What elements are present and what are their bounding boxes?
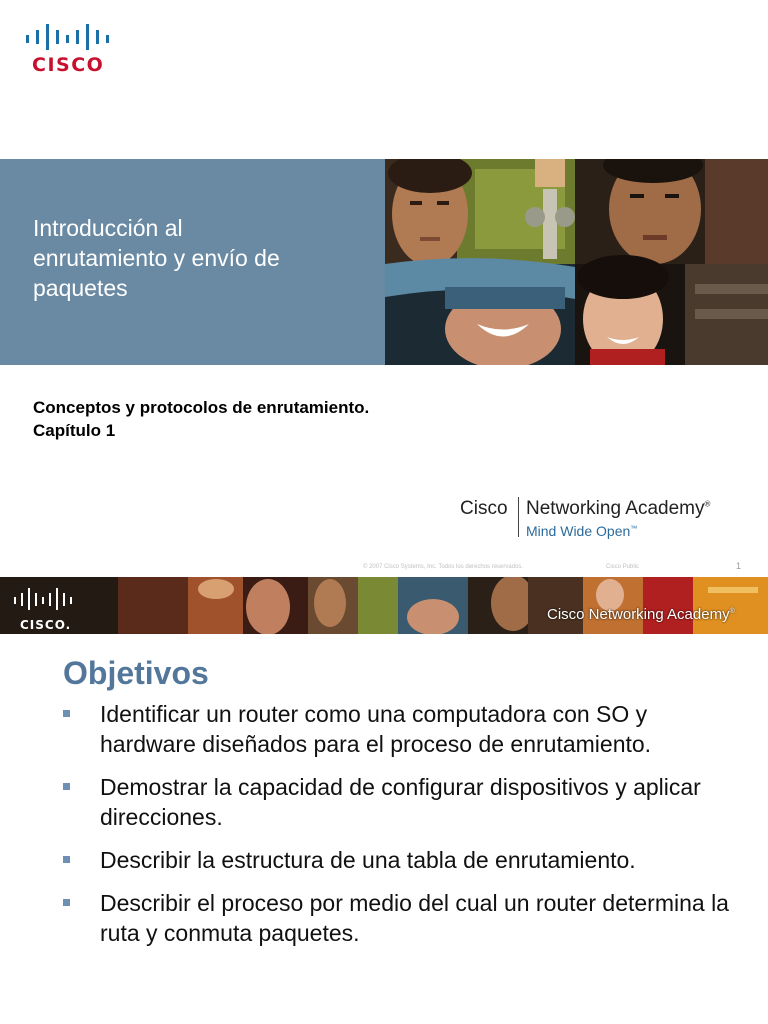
footer-classification: Cisco Public <box>606 564 640 570</box>
banner-academy-label: Cisco Networking Academy® <box>547 606 735 623</box>
footer-copyright: © 2007 Cisco Systems, Inc. Todos los derechos reservados. <box>363 564 524 570</box>
photo-man <box>575 159 768 264</box>
academy-name: Networking Academy® <box>526 498 711 519</box>
cisco-wordmark: CISCO <box>32 54 105 76</box>
chapter-subtitle <box>33 396 633 442</box>
banner-cisco-wordmark: CISCO. <box>20 618 72 632</box>
objectives-title: Objetivos <box>63 655 209 691</box>
banner-cisco-bars-icon <box>12 588 74 612</box>
bullet-square-icon <box>63 783 70 790</box>
slide-title: Introducción al enrutamiento y envío de paquetes <box>33 215 280 301</box>
objectives-slide <box>0 577 768 1024</box>
photo-young-man <box>385 159 575 266</box>
banner-cisco-logo <box>12 588 74 632</box>
chapter-label: Capítulo 1 <box>33 421 116 440</box>
objective-text: Describir la estructura de una tabla de enrutamiento. <box>100 847 636 873</box>
objective-item <box>62 699 742 759</box>
networking-academy-logo <box>460 495 760 545</box>
objective-item <box>62 888 742 948</box>
page-number: 1 <box>736 561 742 571</box>
title-band <box>0 159 385 365</box>
objectives-list <box>62 699 742 961</box>
bullet-square-icon <box>63 710 70 717</box>
objective-item <box>62 845 742 875</box>
objective-item <box>62 772 742 832</box>
header-banner <box>0 577 768 634</box>
cisco-bars-icon <box>24 24 120 50</box>
academy-divider <box>518 497 519 537</box>
objective-text: Identificar un router como una computadora con SO y hardware diseñados para el proceso de enrutamiento. <box>100 701 652 757</box>
bullet-square-icon <box>63 899 70 906</box>
cisco-logo <box>24 24 120 76</box>
course-name: Conceptos y protocolos de enrutamiento. <box>33 398 370 417</box>
academy-cisco-label: Cisco <box>460 498 508 519</box>
photo-hooded-person <box>385 258 575 365</box>
objective-text: Describir el proceso por medio del cual un router determina la ruta y conmuta paquetes. <box>100 890 729 946</box>
bullet-square-icon <box>63 856 70 863</box>
photo-collage <box>385 159 768 365</box>
objective-text: Demostrar la capacidad de configurar dispositivos y aplicar direcciones. <box>100 774 701 830</box>
photo-woman <box>575 255 768 365</box>
academy-tagline: Mind Wide Open™ <box>526 523 638 539</box>
